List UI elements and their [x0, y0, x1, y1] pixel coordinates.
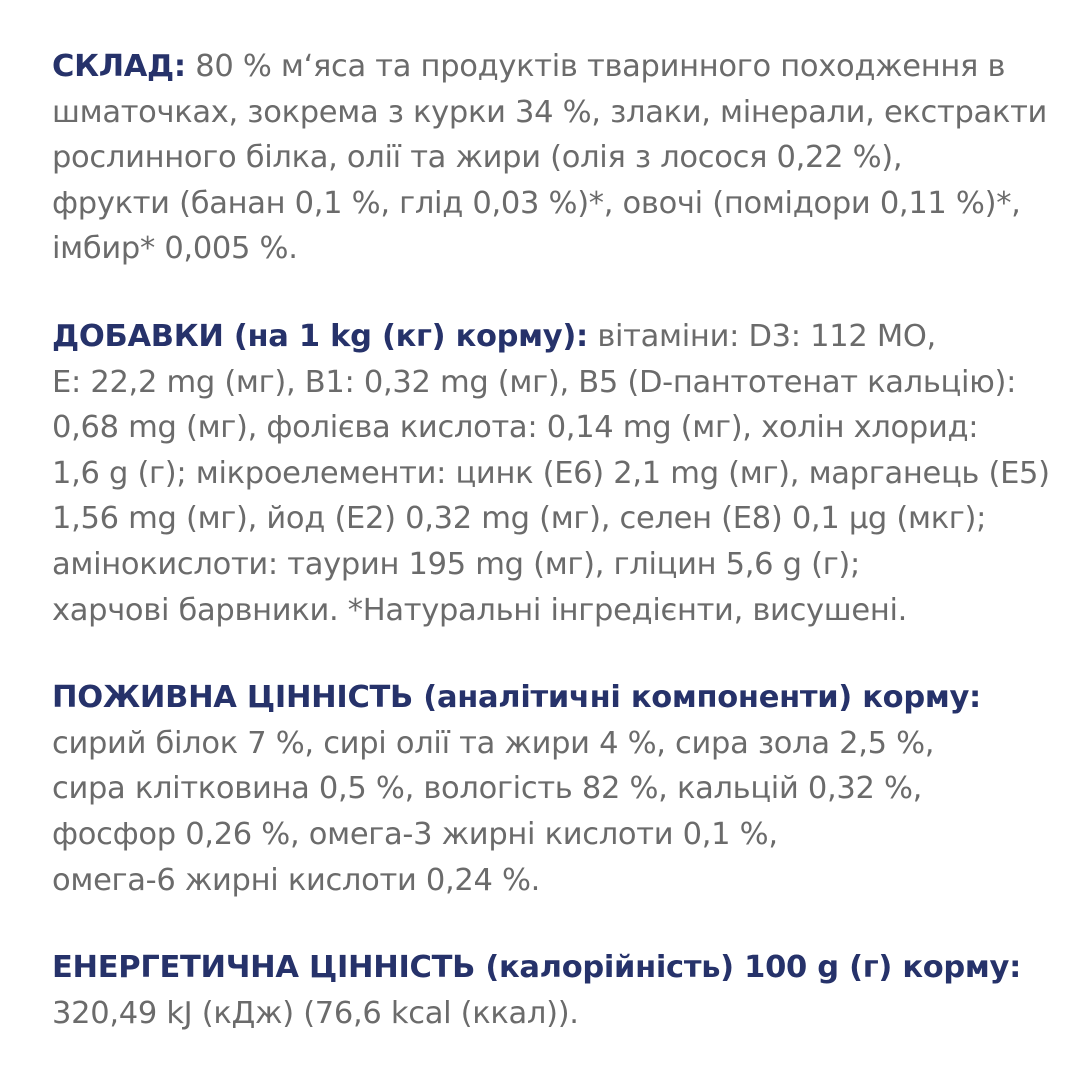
- additives-line: амінокислоти: таурин 195 mg (мг), гліцин 5,6 g (г);: [52, 546, 860, 582]
- energy-heading: ЕНЕРГЕТИЧНА ЦІННІСТЬ (калорійність) 100 g (г) корму:: [52, 950, 1022, 986]
- energy-line: 320,49 kJ (кДж) (76,6 kcal (ккал)).: [52, 995, 579, 1031]
- nutrition-line: омега-6 жирні кислоти 0,24 %.: [52, 862, 541, 898]
- additives-line: 1,56 mg (мг), йод (Е2) 0,32 mg (мг), селен (Е8) 0,1 µg (мкг);: [52, 501, 987, 537]
- nutrition-line: фосфор 0,26 %, омега-3 жирні кислоти 0,1 %,: [52, 816, 778, 852]
- composition-line: шматочках, зокрема з курки 34 %, злаки, мінерали, екстракти: [52, 94, 1048, 130]
- nutrition-heading: ПОЖИВНА ЦІННІСТЬ (аналітичні компоненти) корму:: [52, 680, 981, 716]
- additives-line: 0,68 mg (мг), фолієва кислота: 0,14 mg (мг), холін хлорид:: [52, 410, 979, 446]
- composition-line: імбир* 0,005 %.: [52, 231, 298, 267]
- additives-line: 1,6 g (г); мікроелементи: цинк (Е6) 2,1 mg (мг), марганець (Е5): [52, 455, 1050, 491]
- additives-line: харчові барвники. *Натуральні інгредієнти, висушені.: [52, 592, 908, 628]
- composition-first-line: [52, 44, 1042, 90]
- nutrition-line: сира клітковина 0,5 %, вологість 82 %, кальцій 0,32 %,: [52, 771, 923, 807]
- composition-line: 80 % м‘яса та продуктів тваринного походження в: [185, 49, 1006, 84]
- additives-line: вітаміни: D3: 112 МО,: [587, 318, 936, 354]
- nutrition-line: сирий білок 7 %, сирі олії та жири 4 %, сира зола 2,5 %,: [52, 725, 935, 761]
- energy-section: [52, 945, 1042, 1036]
- nutrition-section: [52, 675, 1042, 903]
- additives-first-line: [52, 314, 1042, 360]
- additives-section: [52, 314, 1050, 633]
- composition-line: фрукти (банан 0,1 %, глід 0,03 %)*, овочі (помідори 0,11 %)*,: [52, 185, 1021, 221]
- additives-heading: ДОБАВКИ (на 1 kg (кг) корму):: [52, 318, 588, 354]
- additives-line: Е: 22,2 mg (мг), В1: 0,32 mg (мг), В5 (D-пантотенат кальцію):: [52, 364, 1017, 400]
- composition-heading: СКЛАД:: [52, 49, 186, 84]
- composition-line: рослинного білка, олії та жири (олія з лосося 0,22 %),: [52, 140, 903, 176]
- product-label-text: [52, 44, 1050, 1078]
- composition-section: [52, 44, 1048, 272]
